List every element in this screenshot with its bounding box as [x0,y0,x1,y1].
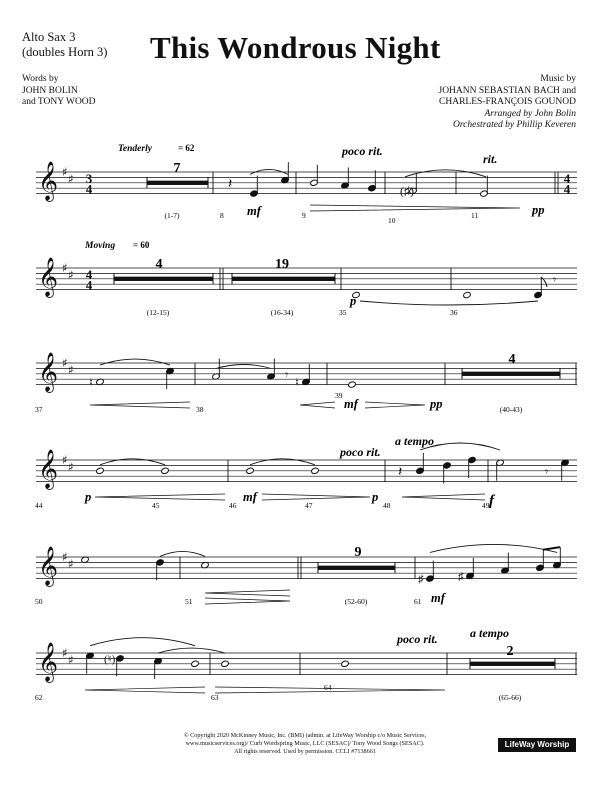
multirest-count-4a: 4 [155,257,163,272]
measure-number-46: 46 [229,501,237,510]
sharp-icon: ♯ [68,460,74,474]
treble-clef-icon: 𝄞 [38,546,59,586]
measure-number-9: 9 [302,211,306,220]
decrescendo-hairpin [205,598,290,604]
eighth-rest-icon: 𝄾 [553,273,557,288]
part-line-1: Alto Sax 3 [22,30,76,44]
measure-number-50: 50 [35,597,43,606]
multirest-count-7: 7 [173,161,181,176]
copyright-line-2: www.musicservices.org)/ Curb Wordspring Music, LLC (SESAC)/ Tony Wood Songs (SESAC). [185,740,425,747]
measure-number-16-34: (16-34) [270,308,294,317]
copyright-line-1: © Copyright 2020 McKinney Music, Inc. (BMI) (admin. at LifeWay Worship c/o Music Services, [183,732,427,739]
arranger-credit: Arranged by John Bolin [484,108,576,119]
slur [90,638,195,646]
slur [100,359,170,365]
dynamic-p-3: p [372,490,379,504]
measure-number-37: 37 [35,405,43,414]
measure-number-38: 38 [196,405,204,414]
decrescendo-hairpin [262,494,370,500]
measure-number-47: 47 [305,501,313,510]
crescendo-hairpin [85,687,205,693]
parenthesized-sharp: (♯) [400,183,414,198]
part-line-2: (doubles Horn 3) [22,45,108,59]
measure-number-1-7: (1-7) [164,211,180,220]
tempo-label-moving: Moving [85,241,116,251]
note-head [246,467,255,474]
crescendo-hairpin [205,590,290,596]
measure-number-36: 36 [450,308,458,317]
multirest-count-2: 2 [506,644,514,659]
treble-clef-icon: 𝄞 [38,161,59,201]
multirest-bar [318,566,395,570]
note-head [463,291,472,298]
sharp-icon: ♯ [68,268,74,282]
slur [216,365,271,369]
treble-clef-icon: 𝄞 [38,352,59,392]
dynamic-mf-1: mf [247,204,261,218]
music-by-label: Music by [540,74,576,84]
words-by-label: Words by [22,74,59,84]
measure-number-40-43: (40-43) [499,405,523,414]
measure-number-11: 11 [471,211,479,220]
parenthesized-natural: (♮) [104,653,116,666]
measure-number-52-60: (52-60) [344,597,368,606]
note-head [161,467,170,474]
sharp-icon: ♯ [68,557,74,571]
a-tempo-1: a tempo [395,434,434,448]
measure-number-12-15: (12-15) [146,308,170,317]
rit-1: rit. [483,152,498,166]
note-head [311,467,320,474]
sharp-icon: ♯ [68,653,74,667]
treble-clef-icon: 𝄞 [38,257,59,297]
sharp-icon: ♯ [62,453,68,467]
measure-number-51: 51 [185,597,193,606]
tempo-label-tenderly: Tenderly [118,144,152,154]
measure-number-65-66: (65-66) [498,693,522,702]
measure-number-10: 10 [388,216,396,225]
multirest-bar [147,181,208,185]
poco-rit-2: poco rit. [340,445,381,459]
dynamic-p-2: p [85,490,92,504]
slur [405,170,486,177]
tempo-value-62: = 62 [178,143,195,153]
note-head [341,660,350,667]
time-signature-top: 3 [85,170,93,186]
copyright-notice [130,732,480,756]
measure-number-62: 62 [35,693,43,702]
dynamic-pp-1: pp [532,203,545,217]
time-signature-top: 4 [85,266,93,282]
slur [430,544,557,552]
sharp-icon: ♯ [62,261,68,275]
multirest-bar [470,662,555,666]
a-tempo-2: a tempo [470,626,509,640]
measure-number-61: 61 [414,597,422,606]
page-title: This Wondrous Night [150,30,441,65]
crescendo-hairpin [95,494,225,500]
time-signature-bottom: 4 [563,181,571,197]
crescendo-hairpin [402,494,485,500]
eighth-rest-icon: 𝄾 [285,368,289,383]
dynamic-pp-2: pp [430,397,443,411]
note-head [96,467,105,474]
multirest-bar [462,372,560,376]
dynamic-p-1: p [350,294,357,308]
slur [158,648,225,653]
measure-number-8: 8 [220,211,224,220]
multirest-bar [232,277,335,281]
natural-icon: ♮ [295,376,299,389]
lifeway-worship-logo: LifeWay Worship [498,738,576,752]
dynamic-mf-4: mf [431,591,445,605]
decrescendo-hairpin [365,402,425,408]
time-signature-bottom: 4 [85,277,93,293]
note-head [221,660,230,667]
measure-number-48: 48 [383,501,391,510]
tempo-value-60: = 60 [133,240,150,250]
poco-rit-1: poco rit. [342,144,383,158]
multirest-count-9: 9 [354,545,362,560]
sharp-icon: ♯ [458,570,464,583]
measure-number-35: 35 [339,308,347,317]
crescendo-hairpin [90,402,190,408]
sharp-icon: ♯ [418,573,424,586]
note-head [348,381,357,388]
natural-icon: ♮ [89,376,93,389]
music-marks [38,161,576,693]
copyright-line-3: All rights reserved. Used by permission. CCLI #7138661 [234,748,376,755]
poco-rit-3: poco rit. [397,632,438,646]
dynamic-mf-2: mf [344,397,358,411]
measure-number-49: 49 [482,501,490,510]
lyricist-2: and TONY WOOD [22,97,96,107]
crescendo-hairpin [300,402,335,408]
decrescendo-hairpin [310,205,520,211]
quarter-rest-icon: 𝄽 [398,464,403,481]
measure-number-45: 45 [152,501,160,510]
composer-1: JOHANN SEBASTIAN BACH and [438,85,576,96]
measure-number-63: 63 [211,693,219,702]
orchestrator-credit: Orchestrated by Phillip Keveren [452,120,576,130]
dynamic-f-1: f [489,493,494,509]
treble-clef-icon: 𝄞 [38,642,59,682]
sharp-icon: ♯ [62,165,68,179]
sharp-icon: ♯ [62,550,68,564]
measure-number-64: 64 [324,683,332,692]
composer-2: CHARLES-FRANÇOIS GOUNOD [439,97,576,107]
slur [360,301,538,305]
sharp-icon: ♯ [62,646,68,660]
staff-lines [36,172,577,675]
measure-number-39: 39 [335,391,343,400]
eighth-rest-icon: 𝄾 [545,465,549,480]
multirest-count-19: 19 [275,257,289,272]
treble-clef-icon: 𝄞 [38,449,59,489]
slur [160,551,205,556]
sharp-icon: ♯ [68,363,74,377]
lyricist-1: JOHN BOLIN [22,85,78,96]
dynamic-mf-3: mf [243,490,257,504]
multirest-count-4b: 4 [508,352,516,367]
time-signature-bottom: 4 [85,181,93,197]
measure-number-44: 44 [35,501,43,510]
multirest-bar [114,277,213,281]
sharp-icon: ♯ [62,356,68,370]
note-head [191,660,200,667]
time-signature-top: 4 [563,170,571,186]
sharp-icon: ♯ [68,172,74,186]
quarter-rest-icon: 𝄽 [228,176,233,193]
